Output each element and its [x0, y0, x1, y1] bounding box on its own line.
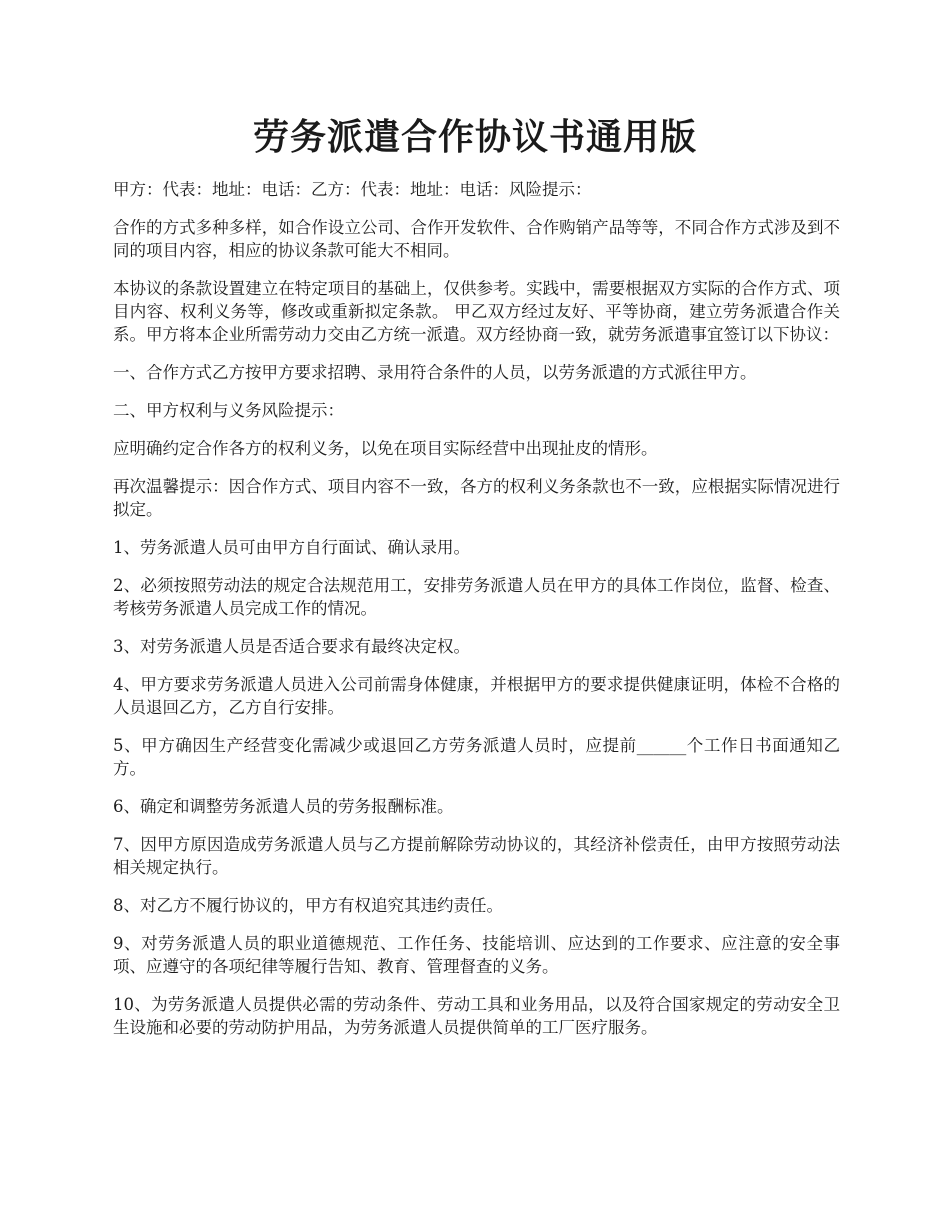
clause-1: 1、劳务派遣人员可由甲方自行面试、确认录用。: [113, 538, 470, 557]
clause-3: 3、对劳务派遣人员是否适合要求有最终决定权。: [113, 637, 470, 656]
reminder-paragraph: 再次温馨提示：因合作方式、项目内容不一致，各方的权利义务条款也不一致，应根据实际情况进行拟定。: [113, 477, 840, 519]
document-body: [113, 178, 840, 1054]
section-2-heading: 二、甲方权利与义务风险提示：: [113, 401, 344, 420]
section-1-paragraph: 一、合作方式乙方按甲方要求招聘、录用符合条件的人员，以劳务派遣的方式派往甲方。: [113, 363, 757, 382]
clause-10: 10、为劳务派遣人员提供必需的劳动条件、劳动工具和业务用品，以及符合国家规定的劳动安全卫生设施和必要的劳动防护用品，为劳务派遣人员提供简单的工厂医疗服务。: [113, 995, 840, 1037]
clause-4: 4、甲方要求劳务派遣人员进入公司前需身体健康，并根据甲方的要求提供健康证明，体检不合格的人员退回乙方，乙方自行安排。: [113, 675, 840, 717]
document-title: 劳务派遣合作协议书通用版: [252, 116, 697, 158]
clause-2: 2、必须按照劳动法的规定合法规范用工，安排劳务派遣人员在甲方的具体工作岗位，监督、检查、考核劳务派遣人员完成工作的情况。: [113, 576, 840, 618]
party-info-paragraph: 甲方：代表：地址：电话：乙方：代表：地址：电话：风险提示：: [113, 180, 592, 199]
clause-6: 6、确定和调整劳务派遣人员的劳务报酬标准。: [113, 797, 454, 816]
clause-8: 8、对乙方不履行协议的，甲方有权追究其违约责任。: [113, 896, 503, 915]
cooperation-types-paragraph: 合作的方式多种多样，如合作设立公司、合作开发软件、合作购销产品等等，不同合作方式涉及到不同的项目内容，相应的协议条款可能大不相同。: [113, 218, 840, 260]
rights-note-paragraph: 应明确约定合作各方的权利义务，以免在项目实际经营中出现扯皮的情形。: [113, 439, 658, 458]
agreement-basis-paragraph: 本协议的条款设置建立在特定项目的基础上，仅供参考。实践中，需要根据双方实际的合作方式、项目内容、权利义务等，修改或重新拟定条款。 甲乙双方经过友好、平等协商，建立劳务派遣合作关系。甲方将本企业所需劳动力交由乙方统一派遣。双方经协商一致，就劳务派遣事宜签订以下协议：: [113, 279, 840, 344]
clause-9: 9、对劳务派遣人员的职业道德规范、工作任务、技能培训、应达到的工作要求、应注意的安全事项、应遵守的各项纪律等履行告知、教育、管理督查的义务。: [113, 934, 840, 976]
clause-5: 5、甲方确因生产经营变化需减少或退回乙方劳务派遣人员时，应提前______个工作日书面通知乙方。: [113, 736, 840, 778]
clause-7: 7、因甲方原因造成劳务派遣人员与乙方提前解除劳动协议的，其经济补偿责任，由甲方按照劳动法相关规定执行。: [113, 835, 840, 877]
